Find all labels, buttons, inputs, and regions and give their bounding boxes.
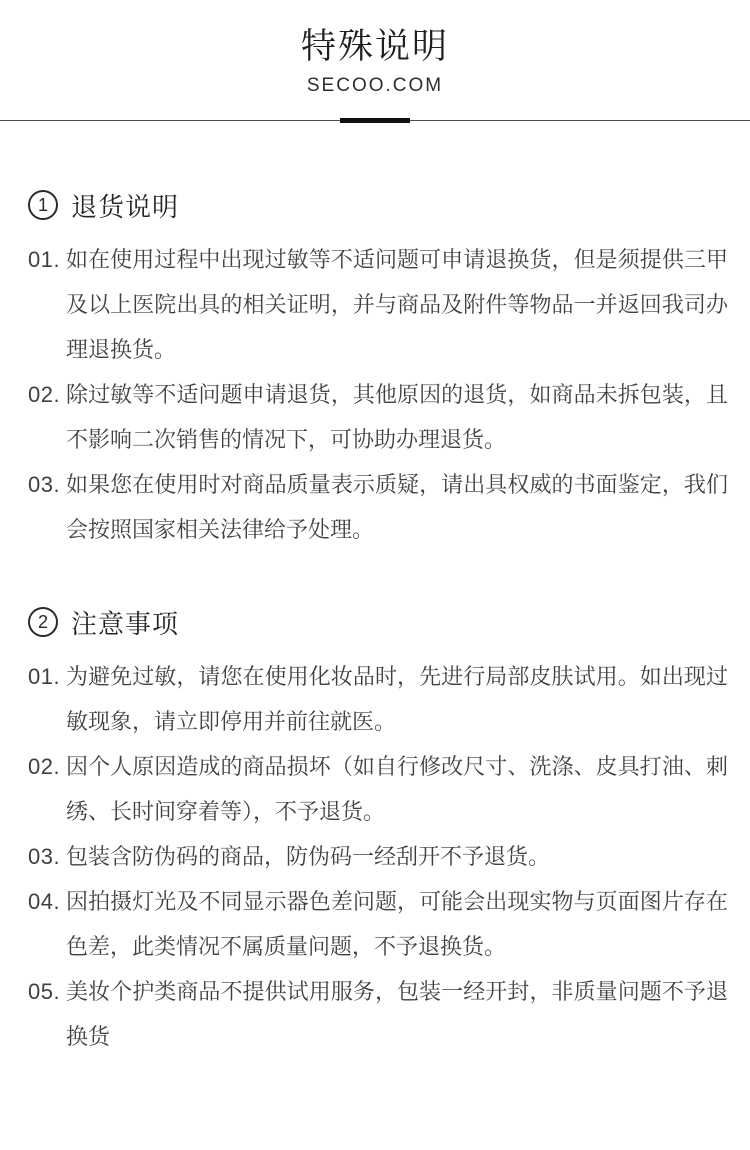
item-text: 美妆个护类商品不提供试用服务，包装一经开封，非质量问题不予退换货 xyxy=(66,979,728,1049)
section-title-text: 注意事项 xyxy=(71,608,180,639)
divider-accent-bar xyxy=(340,118,410,123)
list-item xyxy=(28,654,728,744)
item-text: 因拍摄灯光及不同显示器色差问题，可能会出现实物与页面图片存在色差，此类情况不属质量问题，不予退换货。 xyxy=(66,889,728,959)
item-text: 除过敏等不适问题申请退货，其他原因的退货，如商品未拆包装，且不影响二次销售的情况下，可协助办理退货。 xyxy=(66,382,728,452)
item-number: 02. xyxy=(28,754,61,779)
page-header xyxy=(0,0,750,97)
list-item xyxy=(28,372,728,462)
item-number: 03. xyxy=(28,844,61,869)
brand-domain-text: SECOO.COM xyxy=(306,75,444,96)
list-item xyxy=(28,237,728,372)
returns-list xyxy=(28,237,728,552)
list-item xyxy=(28,969,728,1059)
section-title-returns xyxy=(28,187,728,223)
item-text: 为避免过敏，请您在使用化妆品时，先进行局部皮肤试用。如出现过敏现象，请立即停用并前往就医。 xyxy=(66,664,728,734)
section-title-text: 退货说明 xyxy=(71,191,180,222)
item-number: 01. xyxy=(28,247,61,272)
item-number: 04. xyxy=(28,889,61,914)
item-number: 01. xyxy=(28,664,61,689)
list-item xyxy=(28,879,728,969)
item-text: 因个人原因造成的商品损坏（如自行修改尺寸、洗涤、皮具打油、刺绣、长时间穿着等），不予退货。 xyxy=(66,754,728,824)
section-title-precautions xyxy=(28,604,728,640)
circled-number-2: 2 xyxy=(28,607,58,637)
header-divider xyxy=(0,118,750,123)
list-item xyxy=(28,462,728,552)
item-number: 02. xyxy=(28,382,61,407)
item-number: 03. xyxy=(28,472,61,497)
circled-number-1: 1 xyxy=(28,190,58,220)
page-title: 特殊说明 xyxy=(300,27,449,66)
item-number: 05. xyxy=(28,979,61,1004)
item-text: 如在使用过程中出现过敏等不适问题可申请退换货，但是须提供三甲及以上医院出具的相关证明，并与商品及附件等物品一并返回我司办理退换货。 xyxy=(66,247,728,362)
list-item xyxy=(28,744,728,834)
list-item xyxy=(28,834,728,879)
content-area xyxy=(0,187,750,1059)
precautions-list xyxy=(28,654,728,1059)
item-text: 包装含防伪码的商品，防伪码一经刮开不予退货。 xyxy=(66,844,551,869)
item-text: 如果您在使用时对商品质量表示质疑，请出具权威的书面鉴定，我们会按照国家相关法律给予处理。 xyxy=(66,472,728,542)
